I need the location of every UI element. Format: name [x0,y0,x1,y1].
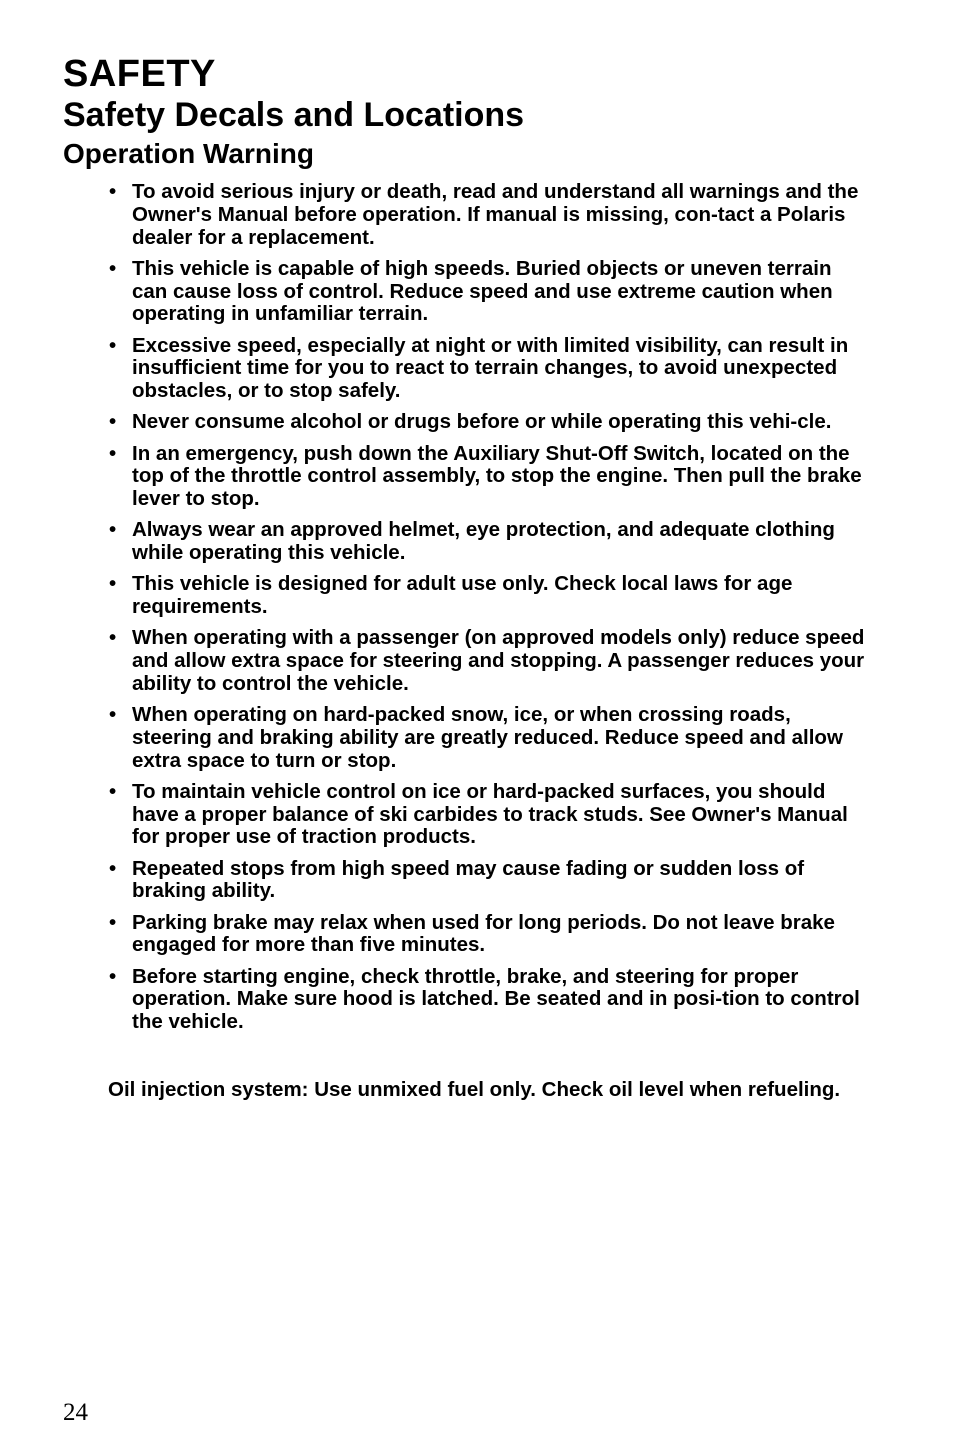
warning-item [108,781,868,849]
bullet-icon: • [109,518,117,542]
warning-text: Repeated stops from high speed may cause fading or sudden loss of braking ability. [132,856,805,903]
warning-text: To maintain vehicle control on ice or hard-packed surfaces, you should have a proper balance of ski carbides to track studs. See Owner's Manual for proper use of traction products. [132,779,848,849]
warning-item [108,519,868,565]
warning-text: When operating on hard-packed snow, ice, or when crossing roads, steering and braking ability are greatly reduced. Reduce speed and allow extra space to turn or stop. [132,703,843,772]
bullet-icon: • [109,180,117,203]
section-heading: SAFETY [63,53,216,95]
warning-text: To avoid serious injury or death, read and understand all warnings and the Owner's Manual before operation. If manual is missing, con-tact a Polaris dealer for a replacement. [132,180,859,249]
warning-item [108,858,868,904]
warning-item [108,966,868,1034]
warning-text: When operating with a passenger (on approved models only) reduce speed and allow extra space for steering and stopping. A passenger reduces your ability to control the vehicle. [132,626,865,695]
warning-list [108,181,868,1042]
warning-text: Always wear an approved helmet, eye protection, and adequate clothing while operating this vehicle. [132,518,835,565]
warning-item [108,335,868,403]
warning-item [108,627,868,695]
warning-text: This vehicle is capable of high speeds. Buried objects or uneven terrain can cause loss of control. Reduce speed and use extreme caution when operating in unfamiliar terrain. [132,256,833,326]
bullet-icon: • [109,779,117,803]
oil-injection-note: Oil injection system: Use unmixed fuel only. Check oil level when refueling. [108,1078,841,1101]
bullet-icon: • [109,626,117,650]
warning-text: Parking brake may relax when used for long periods. Do not leave brake engaged for more than five minutes. [132,910,835,957]
warning-text: Before starting engine, check throttle, brake, and steering for proper operation. Make sure hood is latched. Be seated and in posi-tion to control the vehicle. [132,964,860,1034]
warning-item [108,912,868,958]
bullet-icon: • [109,910,117,934]
page-number: 24 [63,1399,88,1426]
warning-text: In an emergency, push down the Auxiliary Shut-Off Switch, located on the top of the throttle control assembly, to stop the engine. Then pull the brake lever to stop. [132,441,862,511]
bullet-icon: • [109,256,117,280]
subsection-heading: Operation Warning [63,138,314,169]
warning-item [108,411,868,434]
warning-item [108,181,868,249]
bullet-icon: • [109,964,117,988]
bullet-icon: • [109,856,117,880]
warning-item [108,704,868,772]
warning-text: Excessive speed, especially at night or with limited visibility, can result in insufficient time for you to react to terrain changes, to avoid unexpected obstacles, or to stop safely. [132,333,849,403]
warning-item [108,443,868,511]
bullet-icon: • [109,410,117,434]
warning-item [108,258,868,326]
warning-text: Never consume alcohol or drugs before or while operating this vehi-cle. [132,410,832,434]
bullet-icon: • [109,333,117,357]
bullet-icon: • [109,703,117,727]
warning-text: This vehicle is designed for adult use only. Check local laws for age requirements. [132,572,793,619]
bullet-icon: • [109,572,117,596]
bullet-icon: • [109,441,117,465]
warning-item [108,573,868,619]
page-title: Safety Decals and Locations [63,96,525,134]
